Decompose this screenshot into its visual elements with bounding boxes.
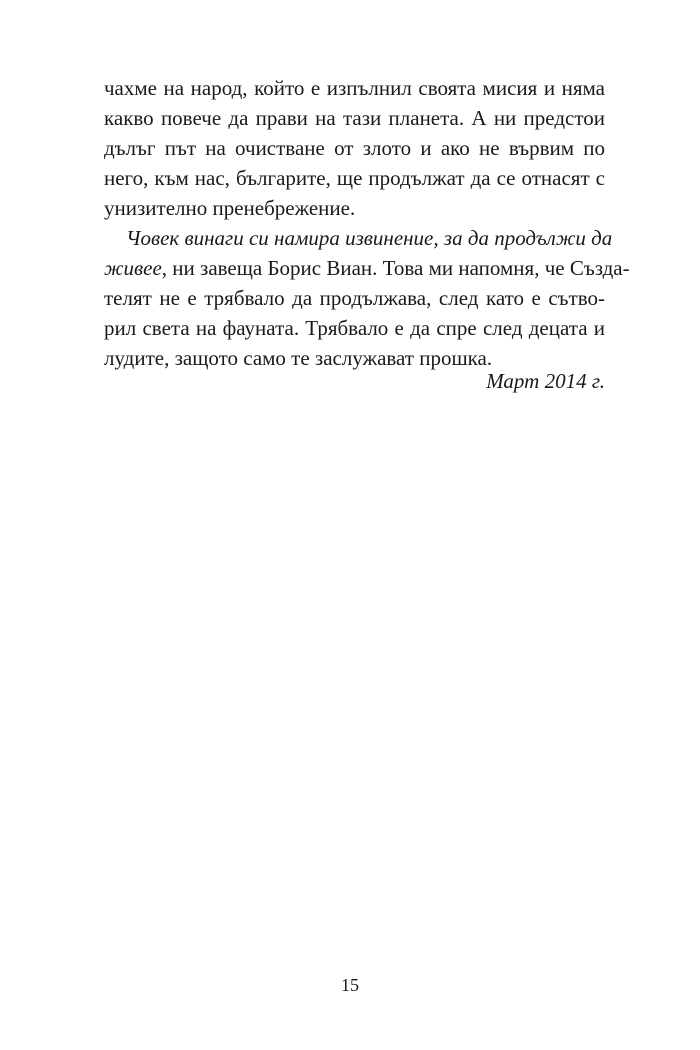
text-line [104,253,630,283]
text-line: дълъг път на очистване от злото и ако не вървим по [104,136,605,160]
text-line: телят не е трябвало да продължава, след като е сътво- [104,286,605,310]
text-line: рил света на фауната. Трябвало е да спре след децата и [104,316,605,340]
body-text [104,73,630,373]
text-line: него, към нас, българите, ще продължат да се отнасят с [104,166,605,190]
quote-fragment: живее, [104,256,168,280]
text-fragment: ни завеща Борис Виан. Това ми напомня, че Създа- [167,256,630,280]
text-line: чахме на народ, който е изпълнил своята мисия и няма [104,76,605,100]
paragraph-1 [104,73,605,223]
page-number: 15 [341,975,359,995]
text-line: лудите, защото само те заслужават прошка. [104,346,493,370]
paragraph-2 [104,223,630,373]
date-signature: Март 2014 г. [486,369,605,393]
text-line: какво повече да прави на тази планета. А ни предстои [104,106,605,130]
quote-line: Човек винаги си намира извинение, за да продължи да [126,226,613,250]
text-line: унизително пренебрежение. [104,196,356,220]
